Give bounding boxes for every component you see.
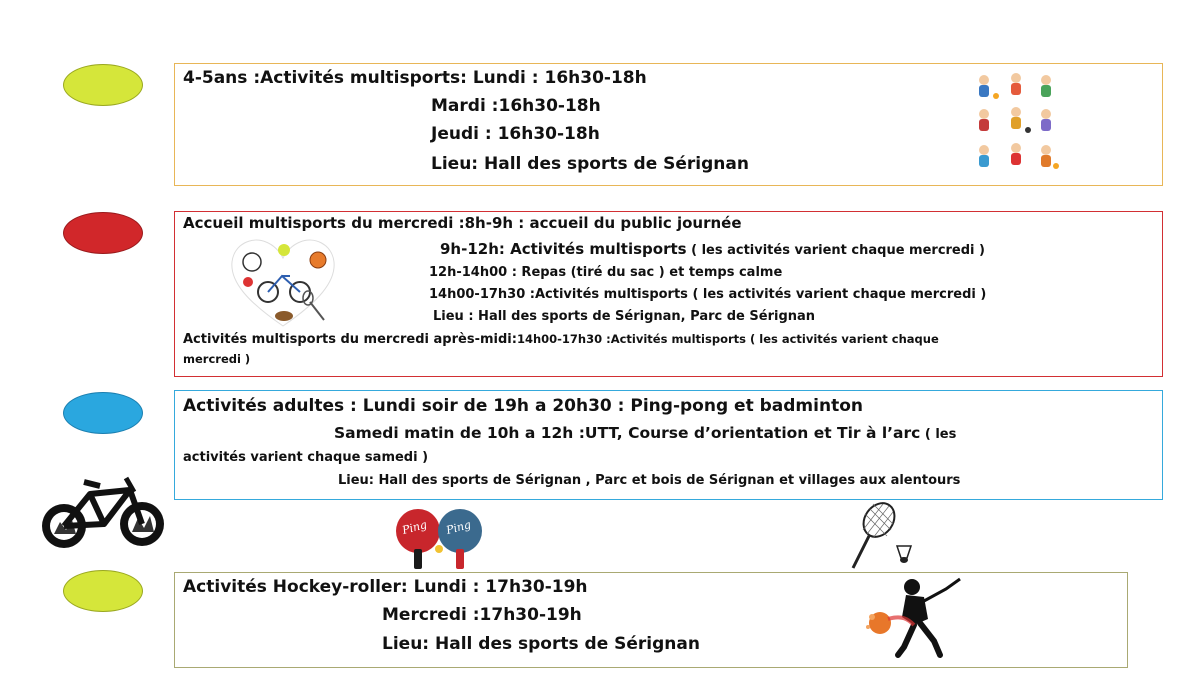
hockey-line-3: Lieu: Hall des sports de Sérignan (382, 634, 700, 654)
wednesday-line-2b: ( les activités varient chaque mercredi ) (686, 243, 985, 258)
oval-marker-4 (63, 570, 143, 612)
ping-label-left: Ping (400, 517, 429, 538)
wednesday-line-5: Lieu : Hall des sports de Sérignan, Parc de Sérignan (433, 309, 816, 324)
kids-sports-illustration-icon (970, 70, 1065, 178)
roller-hockey-player-icon (862, 575, 967, 660)
adults-line-3: activités varient chaque samedi ) (183, 450, 429, 465)
kids-line-2: Mardi :16h30-18h (431, 96, 601, 116)
badminton-racket-icon (845, 500, 915, 572)
oval-marker-2 (63, 212, 143, 254)
kids-line-1: 4-5ans :Activités multisports: Lundi : 16h30-18h (183, 68, 647, 88)
wednesday-line-6 (183, 332, 939, 347)
ping-pong-paddles-icon (392, 505, 487, 571)
kids-line-4: Lieu: Hall des sports de Sérignan (431, 154, 749, 174)
mountain-bike-icon (40, 472, 166, 552)
ping-label-right: Ping (444, 517, 473, 538)
adults-line-1: Activités adultes : Lundi soir de 19h a 20h30 : Ping-pong et badminton (183, 396, 863, 416)
adults-line-4: Lieu: Hall des sports de Sérignan , Parc et bois de Sérignan et villages aux alentours (338, 473, 961, 488)
sports-equipment-heart-icon (228, 236, 338, 330)
wednesday-line-4: 14h00-17h30 :Activités multisports ( les activités varient chaque mercredi ) (429, 287, 987, 302)
wednesday-line-3: 12h-14h00 : Repas (tiré du sac ) et temps calme (429, 265, 783, 280)
adults-line-2b: ( les (920, 427, 957, 442)
wednesday-line-2 (440, 240, 985, 258)
kids-line-3: Jeudi : 16h30-18h (431, 124, 600, 144)
oval-marker-1 (63, 64, 143, 106)
hockey-line-1: Activités Hockey-roller: Lundi : 17h30-19h (183, 577, 588, 597)
wednesday-line-7: mercredi ) (183, 352, 251, 366)
adults-line-2 (334, 424, 956, 442)
wednesday-line-6b: 14h00-17h30 :Activités multisports ( les activités varient chaque (516, 332, 939, 346)
oval-marker-3 (63, 392, 143, 434)
adults-line-2a: Samedi matin de 10h a 12h :UTT, Course d’orientation et Tir à l’arc (334, 424, 921, 442)
wednesday-line-6a: Activités multisports du mercredi après-midi: (183, 332, 517, 347)
wednesday-line-2a: 9h-12h: Activités multisports (440, 240, 687, 258)
wednesday-line-1: Accueil multisports du mercredi :8h-9h : accueil du public journée (183, 214, 742, 232)
hockey-line-2: Mercredi :17h30-19h (382, 605, 582, 625)
